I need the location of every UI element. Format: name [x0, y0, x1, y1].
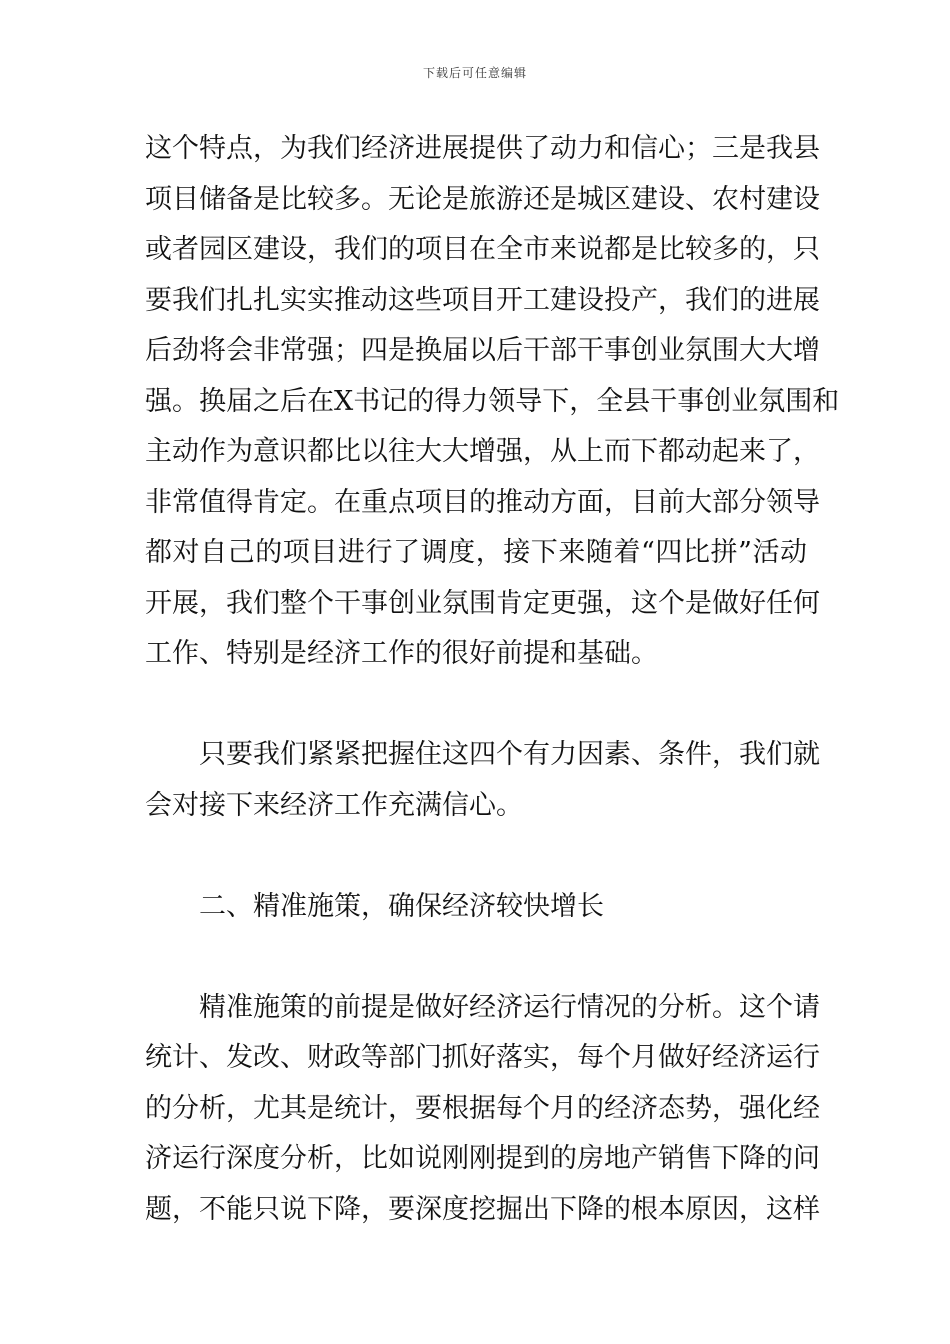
text-line: 主动作为意识都比以往大大增强，从上而下都动起来了， — [145, 436, 820, 467]
text-line: 项目储备是比较多。无论是旅游还是城区建设、农村建设 — [145, 183, 820, 215]
section-heading — [145, 882, 807, 933]
section-heading-text: 二、精准施策，确保经济较快增长 — [199, 890, 604, 922]
text-line: 济运行深度分析，比如说刚刚提到的房地产销售下降的问 — [145, 1143, 820, 1174]
text-line: 强。换届之后在X书记的得力领导下，全县干事创业氛围和 — [145, 385, 840, 417]
text-line: 或者园区建设，我们的项目在全市来说都是比较多的，只 — [145, 234, 820, 265]
text-line: 后劲将会非常强；四是换届以后干部干事创业氛围大大增 — [145, 335, 820, 366]
paragraph-spacer — [145, 831, 807, 882]
paragraph-1 — [145, 124, 840, 680]
document-body — [145, 124, 840, 1235]
text-line: 的分析，尤其是统计，要根据每个月的经济态势，强化经 — [145, 1092, 820, 1124]
text-line: 这个特点，为我们经济进展提供了动力和信心；三是我县 — [145, 133, 820, 164]
page-header: 下载后可任意编辑 — [422, 66, 527, 80]
text-line: 只要我们紧紧把握住这四个有力因素、条件，我们就 — [199, 739, 820, 770]
paragraph-2 — [145, 730, 820, 831]
text-line: 题，不能只说下降，要深度挖掘出下降的根本原因，这样 — [145, 1193, 820, 1225]
paragraph-spacer — [145, 932, 807, 983]
text-line: 要我们扎扎实实推动这些项目开工建设投产，我们的进展 — [145, 284, 820, 316]
paragraph-spacer — [145, 680, 807, 731]
text-line: 非常值得肯定。在重点项目的推动方面，目前大部分领导 — [145, 486, 820, 518]
text-line: 工作、特别是经济工作的很好前提和基础。 — [145, 638, 658, 669]
text-line: 统计、发改、财政等部门抓好落实，每个月做好经济运行 — [145, 1042, 820, 1073]
paragraph-4 — [145, 983, 820, 1236]
text-line: 都对自己的项目进行了调度，接下来随着“四比拼”活动 — [145, 537, 807, 568]
text-line: 精准施策的前提是做好经济运行情况的分析。这个请 — [199, 991, 820, 1023]
text-line: 会对接下来经济工作充满信心。 — [145, 789, 523, 821]
text-line: 开展，我们整个干事创业氛围肯定更强，这个是做好任何 — [145, 587, 820, 619]
